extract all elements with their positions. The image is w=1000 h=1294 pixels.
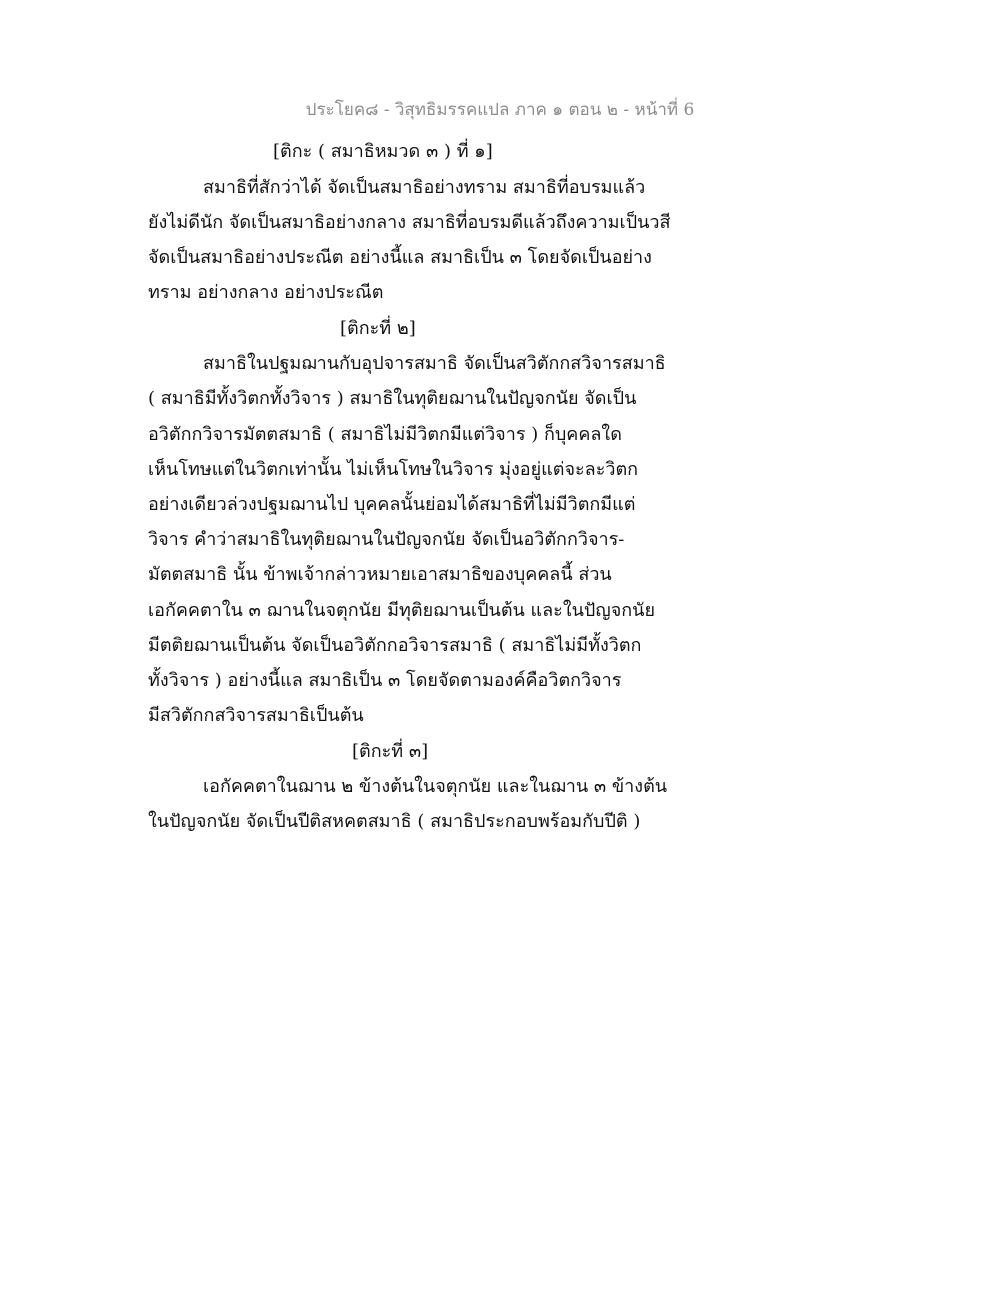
paragraph-line: เอกัคคตาในฌาน ๒ ข้างต้นในจตุกนัย และในฌาน ๓ ข้างต้น [203,776,668,797]
paragraph-line: มัตตสมาธิ นั้น ข้าพเจ้ากล่าวหมายเอาสมาธิของบุคคลนี้ ส่วน [148,564,612,585]
paragraph-line: เห็นโทษแต่ในวิตกเท่านั้น ไม่เห็นโทษในวิจาร มุ่งอยู่แต่จะละวิตก [148,459,639,480]
paragraph-line: ทั้งวิจาร ) อย่างนี้แล สมาธิเป็น ๓ โดยจัดตามองค์คือวิตกวิจาร [148,670,622,691]
paragraph-line: อย่างเดียวล่วงปฐมฌานไป บุคคลนั้นย่อมได้สมาธิที่ไม่มีวิตกมีแต่ [148,494,636,515]
paragraph-line: ในปัญจกนัย จัดเป็นปีติสหคตสมาธิ ( สมาธิประกอบพร้อมกับปีติ ) [148,811,641,832]
paragraph-line: ทราม อย่างกลาง อย่างประณีต [148,282,384,303]
section-heading-tika-3: [ติกะที่ ๓] [352,741,429,762]
paragraph-line: สมาธิในปฐมฌานกับอุปจารสมาธิ จัดเป็นสวิตักกสวิจารสมาธิ [203,353,666,374]
paragraph-line: อวิตักกวิจารมัตตสมาธิ ( สมาธิไม่มีวิตกมีแต่วิจาร ) ก็บุคคลใด [148,424,622,445]
paragraph-line: มีตติยฌานเป็นต้น จัดเป็นอวิตักกอวิจารสมาธิ ( สมาธิไม่มีทั้งวิตก [148,635,642,656]
running-header: ประโยค๘ - วิสุทธิมรรคแปล ภาค ๑ ตอน ๒ - หน้าที่ 6 [305,100,695,120]
paragraph-line: มีสวิตักกสวิจารสมาธิเป็นต้น [148,705,364,726]
section-heading-tika-2: [ติกะที่ ๒] [340,318,416,339]
paragraph-line: วิจาร คำว่าสมาธิในทุติยฌานในปัญจกนัย จัดเป็นอวิตักกวิจาร- [148,529,625,550]
section-heading-tika-1: [ติกะ ( สมาธิหมวด ๓ ) ที่ ๑] [273,141,493,162]
paragraph-line: ยังไม่ดีนัก จัดเป็นสมาธิอย่างกลาง สมาธิที่อบรมดีแล้วถึงความเป็นวสี [148,212,671,233]
paragraph-line: เอกัคคตาใน ๓ ฌานในจตุกนัย มีทุติยฌานเป็นต้น และในปัญจกนัย [148,600,655,621]
paragraph-line: ( สมาธิมีทั้งวิตกทั้งวิจาร ) สมาธิในทุติยฌานในปัญจกนัย จัดเป็น [148,388,637,409]
paragraph-line: สมาธิที่สักว่าได้ จัดเป็นสมาธิอย่างทราม สมาธิที่อบรมแล้ว [203,177,646,198]
paragraph-line: จัดเป็นสมาธิอย่างประณีต อย่างนี้แล สมาธิเป็น ๓ โดยจัดเป็นอย่าง [148,247,652,268]
